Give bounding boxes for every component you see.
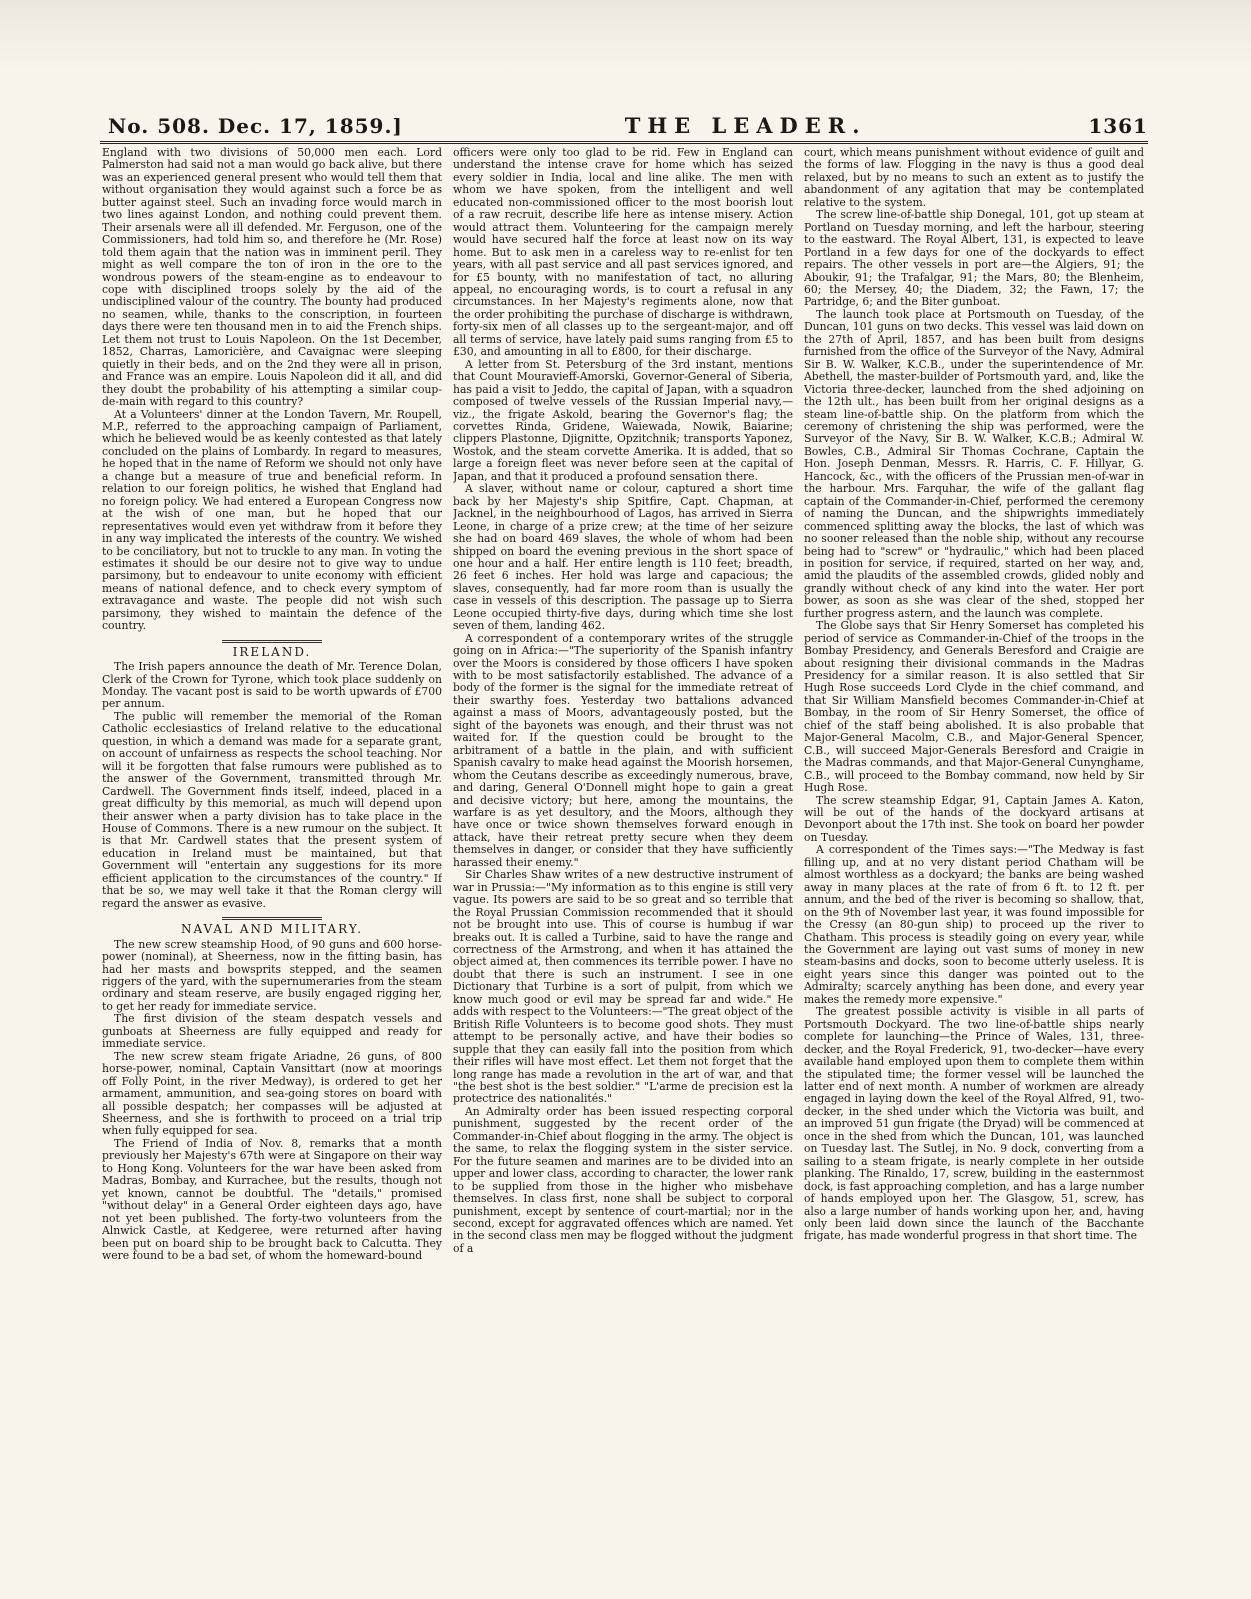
article-paragraph: The first division of the steam despatch vessels and gunboats at Sheerness are fully equipped and ready for immediate service.: [102, 1012, 442, 1051]
article-paragraph: officers were only too glad to be rid. Few in England can understand the intense crave for home which has seized every soldier in India, local and line alike. The men with whom we have spoken, from the intelligent and well educated non-commissioned officer to the most boorish lout of a raw recruit, describe life here as intense misery. Action would attract them. Volunteering for the campaign merely would have secured half the force at least now on its way home. But to ask men in a careless way to re-enlist for ten years, with all past service and all past services ignored, and for £5 bounty, with no manifestation of tact, no alluring appeal, no encouraging words, is to court a refusal in any circumstances. In her Majesty's regiments alone, now that the order prohibiting the purchase of discharge is withdrawn, forty-six men of all classes up to the sergeant-major, and off all terms of service, have lately paid sums ranging from £5 to £30, and amounting in all to £800, for their discharge.: [453, 147, 793, 359]
article-paragraph: An Admiralty order has been issued respecting corporal punishment, suggested by the recent order of the Commander-in-Chief about flogging in the army. The object is the same, to relax the flogging system in the sister service. For the future seamen and marines are to be divided into an upper and lower class, according to character, the lower rank to be supplied from those in the higher who misbehave themselves. In class first, none shall be subject to corporal punishment, except by sentence of court-martial; nor in the second, except for aggravated offences which are named. Yet in the second class men may be flogged without the judgment of a: [453, 1104, 793, 1255]
masthead-rule: [100, 141, 1148, 144]
article-paragraph: The screw steamship Edgar, 91, Captain James A. Katon, will be out of the hands of the dockyard artisans at Devonport about the 17th inst. She took on board her powder on Tuesday.: [804, 793, 1144, 844]
article-paragraph: The Globe says that Sir Henry Somerset has completed his period of service as Commander-in-Chief of the troops in the Bombay Presidency, and Generals Beresford and Craigie are about resigning their divisional commands in the Madras Presidency for a similar reason. It is also settled that Sir Hugh Rose succeeds Lord Clyde in the chief command, and that Sir William Mansfield becomes Commander-in-Chief at Bombay, in the room of Sir Henry Somerset, the office of chief of the staff being abolished. It is also probable that Major-General Macolm, C.B., and Major-General Spencer, C.B., will succeed Major-Generals Beresford and Craigie in the Madras commands, and that Major-General Cunynghame, C.B., will proceed to the Bombay command, now held by Sir Hugh Rose.: [804, 619, 1144, 795]
column-2: [453, 147, 793, 1592]
article-paragraph: A correspondent of a contemporary writes of the struggle going on in Africa:—"The superiority of the Spanish infantry over the Moors is considered by those officers I have spoken with to be most satisfactorily established. The advance of a body of the former is the signal for the immediate retreat of their swarthy foes. Yesterday two battalions advanced against a mass of Moors, advantageously posted, but the sight of the bayonets was enough, and their thrust was not waited for. If the question could be brought to the arbitrament of a battle in the plain, and with sufficient Spanish cavalry to make head against the Moorish horsemen, whom the Ceutans describe as exceedingly numerous, brave, and daring, General O'Donnell might hope to gain a great and decisive victory; but here, among the mountains, the warfare is as yet desultory, and the Moors, although they have once or twice shown themselves forward enough in attack, have their retreat pretty secure when they deem themselves in danger, or consider that they have sufficiently harassed their enemy.": [453, 631, 793, 869]
article-paragraph: The new screw steam frigate Ariadne, 26 guns, of 800 horse-power, nominal, Captain Vansittart (now at moorings off Folly Point, in the river Medway), is ordered to get her armament, ammunition, and sea-going stores on board with all possible despatch; her compasses will be adjusted at Sheerness, and she is forthwith to proceed on a trial trip when fully equipped for sea.: [102, 1049, 442, 1138]
article-paragraph: The Irish papers announce the death of Mr. Terence Dolan, Clerk of the Crown for Tyrone, which took place suddenly on Monday. The vacant post is said to be worth upwards of £700 per annum.: [102, 660, 442, 711]
article-paragraph: England with two divisions of 50,000 men each. Lord Palmerston had said not a man would go back alive, but there was an experienced general present who would tell them that without organisation they would against such a force be as butter against steel. Such an invading force would march in two lines against London, and nothing could prevent them. Their arsenals were all ill defended. Mr. Ferguson, one of the Commissioners, had told him so, and therefore he (Mr. Rose) told them again that the nation was in imminent peril. They might as well compare the ton of iron in the ore to the wondrous powers of the steam-engine as to endeavour to cope with disciplined troops solely by the aid of the undisciplined valour of the country. The bounty had produced no seamen, while, thanks to the conscription, in fourteen days there were ten thousand men in to aid the French ships. Let them not trust to Louis Napoleon. On the 1st December, 1852, Charras, Lamoricière, and Cavaignac were sleeping quietly in their beds, and on the 2nd they were all in prison, and France was an empire. Louis Napoleon did it all, and did they doubt the probability of his attempting a similar coup-de-main with regard to this country?: [102, 147, 442, 409]
article-paragraph: The launch took place at Portsmouth on Tuesday, of the Duncan, 101 guns on two decks. This vessel was laid down on the 27th of April, 1857, and has been built from designs furnished from the office of the Surveyor of the Navy, Admiral Sir B. W. Walker, K.C.B., under the superintendence of Mr. Abethell, the master-builder of Portsmouth yard, and, like the Victoria three-decker, launched from the shed adjoining on the 12th ult., has been built from her original designs as a steam line-of-battle ship. On the platform from which the ceremony of christening the ship was performed, were the Surveyor of the Navy, Sir B. W. Walker, K.C.B.; Admiral W. Bowles, C.B., Admiral Sir Thomas Cochrane, Captain the Hon. Joseph Denman, Messrs. R. Harris, C. F. Hillyar, G. Hancock, &c., with the officers of the Prussian men-of-war in the harbour. Mrs. Farquhar, the wife of the gallant flag captain of the Commander-in-Chief, performed the ceremony of naming the Duncan, and the shipwrights immediately commenced splitting away the blocks, the last of which was no sooner released than the noble ship, without any recourse being had to "screw" or "hydraulic," which had been placed in position for service, if required, started on her way, and, amid the plaudits of the assembled crowds, glided nobly and grandly without check of any kind into the water. Her port bower, as soon as she was clear of the shed, stopped her further progress astern, and the launch was complete.: [804, 307, 1144, 620]
article-paragraph: The greatest possible activity is visible in all parts of Portsmouth Dockyard. The two line-of-battle ships nearly complete for launching—the Prince of Wales, 131, three-decker, and the Royal Frederick, 91, two-decker—have every available hand employed upon them to complete them within the stipulated time; the former vessel will be launched the latter end of next month. A number of workmen are already engaged in laying down the keel of the Royal Alfred, 91, two-decker, in the shed under which the Victoria was built, and an improved 51 gun frigate (the Dryad) will be commenced at once in the shed from which the Duncan, 101, was launched on Tuesday last. The Sutlej, in No. 9 dock, converting from a sailing to a steam frigate, is nearly complete in her outside planking. The Rinaldo, 17, screw, building in the easternmost dock, is fast approaching completion, and has a large number of hands employed upon her. The Glasgow, 51, screw, has also a large number of hands working upon her, and, having only been laid down since the launch of the Bacchante frigate, has made wonderful progress in that short time. The: [804, 1005, 1144, 1243]
section-heading-ireland: IRELAND.: [232, 644, 312, 659]
issue-date: Dec. 17, 1859.]: [217, 114, 403, 138]
column-1: [102, 147, 442, 1592]
page-top-margin: [0, 0, 1251, 70]
issue-and-date: [108, 114, 403, 138]
section-divider: [222, 917, 322, 920]
article-paragraph: A correspondent of the Times says:—"The Medway is fast filling up, and at no very distant period Chatham will be almost worthless as a dockyard; the banks are being washed away in many places at the rate of from 6 ft. to 12 ft. per annum, and the bed of the river is becoming so shallow, that, on the 9th of November last year, it was found impossible for the Cressy (an 80-gun ship) to proceed up the river to Chatham. This process is steadily going on every year, while the Government are laying out vast sums of money in new steam-basins and docks, soon to become utterly useless. It is eight years since this danger was pointed out to the Admiralty; scarcely anything has been done, and every year makes the remedy more expensive.": [804, 843, 1144, 1006]
section-heading-naval-and-military: NAVAL AND MILITARY.: [180, 922, 364, 937]
column-3: [804, 147, 1144, 1592]
article-paragraph: The public will remember the memorial of the Roman Catholic ecclesiastics of Ireland relative to the educational question, in which a demand was made for a separate grant, on account of unfairness as respects the school teaching. Nor will it be forgotten that false rumours were published as to the answer of the Government, transmitted through Mr. Cardwell. The Government finds itself, indeed, placed in a great difficulty by this memorial, as much will depend upon their answer when a party division has to take place in the House of Commons. There is a new rumour on the subject. It is that Mr. Cardwell states that the present system of education in Ireland must be maintained, but that Government will "entertain any suggestions for its more efficient application to the circumstances of the country." If that be so, we may well take it that the Roman clergy will regard the answer as evasive.: [102, 709, 442, 910]
newspaper-title: THE LEADER.: [624, 113, 867, 138]
article-paragraph: court, which means punishment without evidence of guilt and the forms of law. Flogging in the navy is thus a good deal relaxed, but by no means to such an extent as to justify the abandonment of any agitation that may be contemplated relative to the system.: [804, 147, 1144, 209]
article-paragraph: The Friend of India of Nov. 8, remarks that a month previously her Majesty's 67th were at Singapore on their way to Hong Kong. Volunteers for the war have been asked from Madras, Bombay, and Kurrachee, but the results, though not yet known, cannot be doubtful. The "details," promised "without delay" in a General Order eighteen days ago, have not yet been published. The forty-two volunteers from the Alnwick Castle, at Kedgeree, were returned after having been put on board ship to be brought back to Calcutta. They were found to be a bad set, of whom the homeward-bound: [102, 1136, 442, 1262]
article-paragraph: A slaver, without name or colour, captured a short time back by her Majesty's ship Spitfire, Capt. Chapman, at Jacknel, in the neighbourhood of Lagos, has arrived in Sierra Leone, in charge of a prize crew; at the time of her seizure she had on board 469 slaves, the whole of whom had been shipped on board the evening previous in the short space of one hour and a half. Her entire length is 110 feet; breadth, 26 feet 6 inches. Her hold was large and capacious; the slaves, consequently, had far more room than is usually the case in vessels of this description. The passage up to Sierra Leone occupied thirty-five days, during which time she lost seven of them, landing 462.: [453, 482, 793, 633]
article-paragraph: A letter from St. Petersburg of the 3rd instant, mentions that Count Mouravieff-Amorski, Governor-General of Siberia, has paid a visit to Jeddo, the capital of Japan, with a squadron composed of twelve vessels of the Russian Imperial navy,—viz., the frigate Askold, bearing the Governor's flag; the corvettes Rinda, Gridene, Waiewada, Nowik, Baiarine; clippers Plastonne, Djignitte, Opzitchnik; transports Yaponez, Wostok, and the steam corvette Amerika. It is added, that so large a foreign fleet was never before seen at the capital of Japan, and that it produced a profound sensation there.: [453, 357, 793, 483]
article-paragraph: The screw line-of-battle ship Donegal, 101, got up steam at Portland on Tuesday morning, and left the harbour, steering to the eastward. The Royal Albert, 131, is expected to leave Portland in a few days for one of the dockyards to effect repairs. The other vessels in port are—the Algiers, 91; the Aboukir, 91; the Trafalgar, 91; the Mars, 80; the Blenheim, 60; the Mersey, 40; the Diadem, 32; the Fawn, 17; the Partridge, 6; and the Biter gunboat.: [804, 208, 1144, 309]
masthead: [108, 113, 1148, 141]
article-paragraph: At a Volunteers' dinner at the London Tavern, Mr. Roupell, M.P., referred to the approaching campaign of Parliament, which he believed would be as keenly contested as that lately concluded on the plains of Lombardy. In regard to measures, he hoped that in the name of Reform we should not only have a change but a measure of true and beneficial reform. In relation to our foreign politics, he wished that England had no foreign policy. We had entered a European Congress now at the wish of one man, but he hoped that our representatives would even yet withdraw from it before they in any way implicated the interests of the country. We wished to be conciliatory, but not to truckle to any man. In voting the estimates it should be our desire not to give way to undue parsimony, but to endeavour to unite economy with efficient means of national defence, and to check every symptom of extravagance and waste. The people did not wish such parsimony, they wished to maintain the defence of the country.: [102, 407, 442, 633]
article-paragraph: Sir Charles Shaw writes of a new destructive instrument of war in Prussia:—"My information as to this engine is still very vague. Its powers are said to be so great and so terrible that the Royal Prussian Commission recommended that it should not be brought into use. This of course is humbug if war breaks out. It is called a Turbine, said to have the range and correctness of the Armstrong, and when it has attained the object aimed at, then commences its terrible power. I have no doubt that there is such an instrument. I see in one Dictionary that Turbine is a sort of pulpit, from which we know much good or evil may be spread far and wide." He adds with respect to the Volunteers:—"The great object of the British Rifle Volunteers is to become good shots. They must attempt to be personally active, and have their bodies so supple that they can easily fall into the position from which their rifles will have most effect. Let them not forget that the long range has made a revolution in the art of war, and that "the best shot is the best soldier." "L'arme de precision est la protectrice des nationalités.": [453, 868, 793, 1106]
article-paragraph: The new screw steamship Hood, of 90 guns and 600 horse-power (nominal), at Sheerness, now in the fitting basin, has had her masts and bowsprits stepped, and the seamen riggers of the yard, with the supernumeraries from the steam ordinary and steam reserve, are busily engaged rigging her, to get her ready for immediate service.: [102, 937, 442, 1013]
section-divider: [222, 640, 322, 643]
issue-number: No. 508.: [108, 114, 210, 138]
page-number: 1361: [1088, 114, 1148, 138]
